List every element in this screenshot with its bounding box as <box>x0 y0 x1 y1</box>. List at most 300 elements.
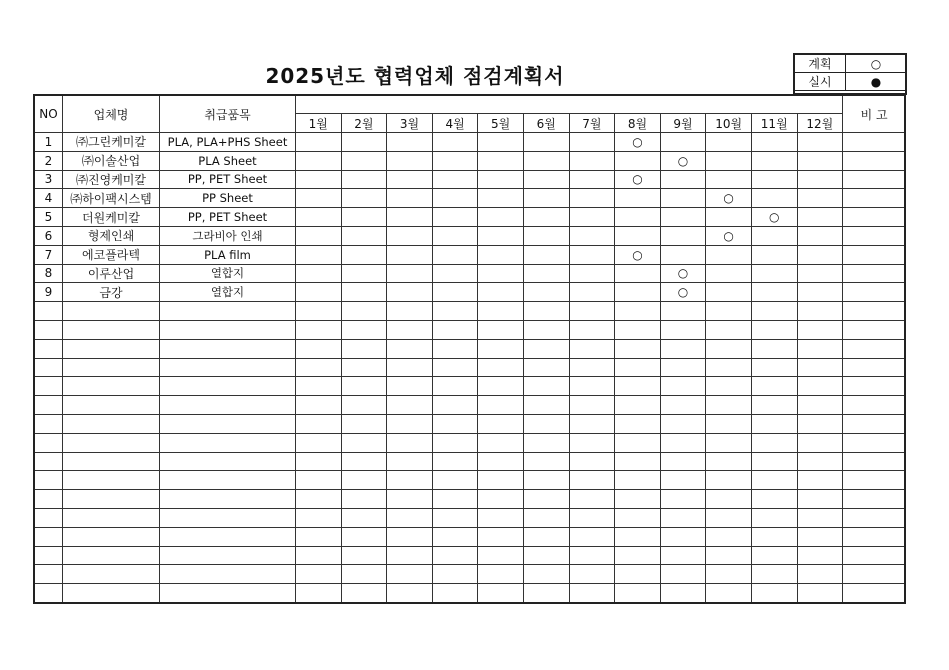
month-cell <box>341 133 387 152</box>
empty-cell <box>660 396 706 415</box>
empty-cell <box>843 433 906 452</box>
empty-cell <box>387 452 433 471</box>
empty-cell <box>341 339 387 358</box>
month-cell <box>478 226 524 245</box>
empty-row <box>35 339 906 358</box>
row-note <box>843 189 906 208</box>
schedule-body <box>35 133 906 603</box>
month-cell <box>706 208 752 227</box>
empty-cell <box>751 377 797 396</box>
empty-cell <box>523 339 569 358</box>
empty-cell <box>751 433 797 452</box>
month-cell <box>523 245 569 264</box>
empty-cell <box>751 546 797 565</box>
empty-cell <box>478 546 524 565</box>
empty-cell <box>751 490 797 509</box>
empty-cell <box>523 584 569 603</box>
empty-cell <box>296 471 342 490</box>
month-cell <box>615 189 661 208</box>
header-month-12: 12월 <box>797 114 843 133</box>
month-cell <box>569 133 615 152</box>
empty-cell <box>660 320 706 339</box>
empty-cell <box>751 565 797 584</box>
empty-cell <box>615 584 661 603</box>
month-cell <box>569 151 615 170</box>
empty-cell <box>797 452 843 471</box>
empty-cell <box>341 358 387 377</box>
header-note: 비 고 <box>843 96 906 133</box>
month-cell <box>296 133 342 152</box>
month-cell <box>706 151 752 170</box>
empty-cell <box>387 527 433 546</box>
row-item: PP, PET Sheet <box>160 208 296 227</box>
month-cell <box>615 151 661 170</box>
month-cell <box>523 133 569 152</box>
empty-cell <box>615 527 661 546</box>
empty-cell <box>296 377 342 396</box>
empty-cell <box>843 396 906 415</box>
month-cell <box>432 283 478 302</box>
row-company: 에코플라텍 <box>63 245 160 264</box>
empty-cell <box>387 565 433 584</box>
table-row <box>35 189 906 208</box>
header-row <box>35 96 906 114</box>
empty-cell <box>296 433 342 452</box>
month-cell <box>387 151 433 170</box>
empty-cell <box>341 320 387 339</box>
empty-cell <box>523 490 569 509</box>
empty-cell <box>706 433 752 452</box>
empty-cell <box>523 433 569 452</box>
table-row <box>35 264 906 283</box>
month-cell <box>797 245 843 264</box>
empty-cell <box>797 396 843 415</box>
month-cell <box>296 189 342 208</box>
row-item: PP Sheet <box>160 189 296 208</box>
empty-cell <box>751 584 797 603</box>
month-cell <box>432 189 478 208</box>
empty-cell <box>432 339 478 358</box>
empty-cell <box>296 508 342 527</box>
empty-cell <box>660 546 706 565</box>
month-cell <box>523 283 569 302</box>
empty-cell <box>797 546 843 565</box>
empty-cell <box>706 339 752 358</box>
month-cell <box>341 245 387 264</box>
month-cell <box>706 264 752 283</box>
row-item: PLA film <box>160 245 296 264</box>
month-cell <box>387 226 433 245</box>
row-no: 3 <box>35 170 63 189</box>
empty-cell <box>751 302 797 321</box>
empty-cell <box>706 320 752 339</box>
row-item: 열합지 <box>160 283 296 302</box>
empty-cell <box>797 527 843 546</box>
empty-cell <box>751 414 797 433</box>
empty-cell <box>797 584 843 603</box>
month-cell <box>660 226 706 245</box>
month-cell <box>296 151 342 170</box>
month-cell <box>296 264 342 283</box>
empty-cell <box>797 377 843 396</box>
empty-cell <box>843 414 906 433</box>
month-cell <box>387 133 433 152</box>
empty-cell <box>478 471 524 490</box>
empty-cell <box>478 396 524 415</box>
row-company: ㈜그린케미칼 <box>63 133 160 152</box>
page-title: 2025년도 협력업체 점검계획서 <box>265 64 565 88</box>
empty-cell <box>797 302 843 321</box>
month-cell <box>615 208 661 227</box>
empty-cell <box>478 433 524 452</box>
month-cell <box>706 170 752 189</box>
legend-label-plan: 계획 <box>795 55 846 73</box>
empty-cell <box>843 452 906 471</box>
month-cell <box>751 189 797 208</box>
empty-cell <box>660 358 706 377</box>
empty-cell <box>341 584 387 603</box>
empty-cell <box>432 452 478 471</box>
empty-cell <box>478 565 524 584</box>
month-cell <box>569 208 615 227</box>
empty-cell <box>160 584 296 603</box>
empty-cell <box>797 339 843 358</box>
empty-cell <box>160 396 296 415</box>
empty-cell <box>478 490 524 509</box>
empty-cell <box>341 490 387 509</box>
empty-cell <box>341 471 387 490</box>
month-cell <box>615 283 661 302</box>
month-cell <box>478 245 524 264</box>
row-item: PLA Sheet <box>160 151 296 170</box>
empty-cell <box>569 302 615 321</box>
empty-row <box>35 433 906 452</box>
empty-cell <box>569 452 615 471</box>
month-cell <box>296 226 342 245</box>
empty-cell <box>478 527 524 546</box>
empty-cell <box>35 396 63 415</box>
header-no: NO <box>35 96 63 133</box>
empty-cell <box>35 320 63 339</box>
row-company: 형제인쇄 <box>63 226 160 245</box>
empty-cell <box>296 396 342 415</box>
empty-cell <box>432 584 478 603</box>
empty-cell <box>660 452 706 471</box>
table-row <box>35 245 906 264</box>
month-cell <box>432 226 478 245</box>
empty-cell <box>706 396 752 415</box>
empty-cell <box>797 358 843 377</box>
month-cell <box>660 245 706 264</box>
empty-cell <box>35 546 63 565</box>
empty-cell <box>706 377 752 396</box>
empty-cell <box>478 508 524 527</box>
legend-label-done: 실시 <box>795 73 846 91</box>
empty-cell <box>797 471 843 490</box>
month-cell <box>387 189 433 208</box>
row-no: 1 <box>35 133 63 152</box>
month-cell <box>387 170 433 189</box>
empty-cell <box>569 508 615 527</box>
month-cell <box>387 283 433 302</box>
month-cell <box>706 133 752 152</box>
header-month-2: 2월 <box>341 114 387 133</box>
empty-cell <box>341 396 387 415</box>
empty-cell <box>296 339 342 358</box>
empty-cell <box>296 546 342 565</box>
empty-row <box>35 471 906 490</box>
empty-cell <box>35 565 63 584</box>
empty-cell <box>843 471 906 490</box>
empty-cell <box>660 527 706 546</box>
empty-cell <box>478 320 524 339</box>
empty-cell <box>35 508 63 527</box>
plan-mark: ○ <box>706 226 752 245</box>
month-cell <box>432 170 478 189</box>
empty-cell <box>843 302 906 321</box>
empty-cell <box>706 358 752 377</box>
empty-cell <box>751 396 797 415</box>
row-item: PLA, PLA+PHS Sheet <box>160 133 296 152</box>
empty-cell <box>35 414 63 433</box>
month-cell <box>751 151 797 170</box>
empty-row <box>35 414 906 433</box>
empty-cell <box>63 508 160 527</box>
empty-cell <box>387 508 433 527</box>
row-note <box>843 226 906 245</box>
empty-cell <box>843 358 906 377</box>
empty-cell <box>706 490 752 509</box>
empty-cell <box>478 302 524 321</box>
empty-cell <box>296 452 342 471</box>
empty-cell <box>296 565 342 584</box>
empty-cell <box>478 452 524 471</box>
empty-cell <box>35 377 63 396</box>
month-cell <box>615 264 661 283</box>
month-cell <box>296 208 342 227</box>
empty-cell <box>615 546 661 565</box>
empty-cell <box>63 471 160 490</box>
empty-row <box>35 584 906 603</box>
empty-cell <box>432 490 478 509</box>
empty-cell <box>478 584 524 603</box>
empty-cell <box>387 339 433 358</box>
empty-cell <box>387 358 433 377</box>
empty-cell <box>432 377 478 396</box>
empty-cell <box>387 414 433 433</box>
row-note <box>843 133 906 152</box>
month-cell <box>478 283 524 302</box>
empty-cell <box>160 339 296 358</box>
empty-cell <box>63 396 160 415</box>
empty-cell <box>63 527 160 546</box>
empty-cell <box>706 527 752 546</box>
row-company: ㈜이솔산업 <box>63 151 160 170</box>
empty-cell <box>432 414 478 433</box>
row-company: ㈜진영케미칼 <box>63 170 160 189</box>
empty-cell <box>615 339 661 358</box>
empty-cell <box>797 320 843 339</box>
empty-cell <box>797 414 843 433</box>
table-row <box>35 133 906 152</box>
legend-row-done <box>795 73 907 91</box>
row-note <box>843 151 906 170</box>
row-company: ㈜하이팩시스템 <box>63 189 160 208</box>
month-cell <box>751 226 797 245</box>
empty-cell <box>843 508 906 527</box>
empty-cell <box>523 565 569 584</box>
empty-cell <box>341 433 387 452</box>
empty-cell <box>569 339 615 358</box>
empty-cell <box>615 377 661 396</box>
empty-cell <box>296 302 342 321</box>
empty-cell <box>569 414 615 433</box>
empty-cell <box>387 320 433 339</box>
month-cell <box>341 283 387 302</box>
header-month-11: 11월 <box>751 114 797 133</box>
empty-cell <box>296 358 342 377</box>
table-row <box>35 226 906 245</box>
month-cell <box>478 170 524 189</box>
row-company: 금강 <box>63 283 160 302</box>
table-row <box>35 208 906 227</box>
month-cell <box>478 133 524 152</box>
empty-cell <box>296 584 342 603</box>
empty-cell <box>751 320 797 339</box>
empty-row <box>35 565 906 584</box>
empty-cell <box>615 320 661 339</box>
month-cell <box>478 151 524 170</box>
header-company: 업체명 <box>63 96 160 133</box>
empty-cell <box>387 584 433 603</box>
month-cell <box>341 208 387 227</box>
empty-cell <box>706 584 752 603</box>
month-cell <box>797 264 843 283</box>
empty-cell <box>660 414 706 433</box>
empty-cell <box>478 414 524 433</box>
empty-cell <box>387 433 433 452</box>
header-month-7: 7월 <box>569 114 615 133</box>
empty-cell <box>523 527 569 546</box>
empty-row <box>35 508 906 527</box>
row-no: 2 <box>35 151 63 170</box>
month-cell <box>478 208 524 227</box>
empty-cell <box>63 339 160 358</box>
empty-cell <box>615 452 661 471</box>
empty-cell <box>160 320 296 339</box>
header-month-4: 4월 <box>432 114 478 133</box>
empty-cell <box>63 302 160 321</box>
empty-cell <box>843 490 906 509</box>
empty-cell <box>615 358 661 377</box>
month-cell <box>296 283 342 302</box>
header-months-band <box>296 96 843 114</box>
empty-cell <box>296 527 342 546</box>
empty-cell <box>660 433 706 452</box>
empty-cell <box>432 546 478 565</box>
empty-cell <box>160 452 296 471</box>
month-cell <box>569 226 615 245</box>
empty-cell <box>432 358 478 377</box>
empty-row <box>35 302 906 321</box>
empty-cell <box>615 471 661 490</box>
legend-symbol-plan: ○ <box>846 55 907 73</box>
empty-cell <box>706 414 752 433</box>
month-cell <box>296 170 342 189</box>
legend-table <box>794 54 907 91</box>
empty-cell <box>569 320 615 339</box>
empty-cell <box>569 396 615 415</box>
empty-cell <box>296 414 342 433</box>
empty-row <box>35 377 906 396</box>
empty-cell <box>615 414 661 433</box>
row-no: 9 <box>35 283 63 302</box>
month-cell <box>569 170 615 189</box>
month-cell <box>660 133 706 152</box>
month-cell <box>387 245 433 264</box>
empty-cell <box>660 339 706 358</box>
empty-cell <box>843 339 906 358</box>
table-row <box>35 170 906 189</box>
month-cell <box>296 245 342 264</box>
month-cell <box>478 264 524 283</box>
empty-cell <box>63 490 160 509</box>
empty-cell <box>160 433 296 452</box>
empty-cell <box>341 302 387 321</box>
empty-cell <box>751 358 797 377</box>
empty-cell <box>387 377 433 396</box>
month-cell <box>706 283 752 302</box>
month-cell <box>341 264 387 283</box>
empty-cell <box>35 339 63 358</box>
month-cell <box>751 264 797 283</box>
legend-symbol-done: ● <box>846 73 907 91</box>
empty-cell <box>160 302 296 321</box>
month-cell <box>797 133 843 152</box>
empty-cell <box>706 471 752 490</box>
empty-cell <box>523 320 569 339</box>
month-cell <box>797 151 843 170</box>
empty-cell <box>63 565 160 584</box>
empty-cell <box>569 471 615 490</box>
empty-cell <box>706 452 752 471</box>
row-note <box>843 208 906 227</box>
plan-mark: ○ <box>615 170 661 189</box>
empty-cell <box>341 452 387 471</box>
plan-mark: ○ <box>615 133 661 152</box>
empty-row <box>35 527 906 546</box>
month-cell <box>569 264 615 283</box>
empty-cell <box>751 339 797 358</box>
header-month-3: 3월 <box>387 114 433 133</box>
row-item: 열합지 <box>160 264 296 283</box>
empty-cell <box>706 508 752 527</box>
empty-cell <box>387 471 433 490</box>
empty-cell <box>341 546 387 565</box>
empty-cell <box>35 490 63 509</box>
row-no: 5 <box>35 208 63 227</box>
month-cell <box>751 170 797 189</box>
empty-row <box>35 452 906 471</box>
empty-cell <box>615 433 661 452</box>
row-item: PP, PET Sheet <box>160 170 296 189</box>
month-cell <box>341 226 387 245</box>
plan-mark: ○ <box>660 283 706 302</box>
empty-cell <box>341 527 387 546</box>
empty-cell <box>160 471 296 490</box>
empty-cell <box>660 508 706 527</box>
plan-mark: ○ <box>706 189 752 208</box>
